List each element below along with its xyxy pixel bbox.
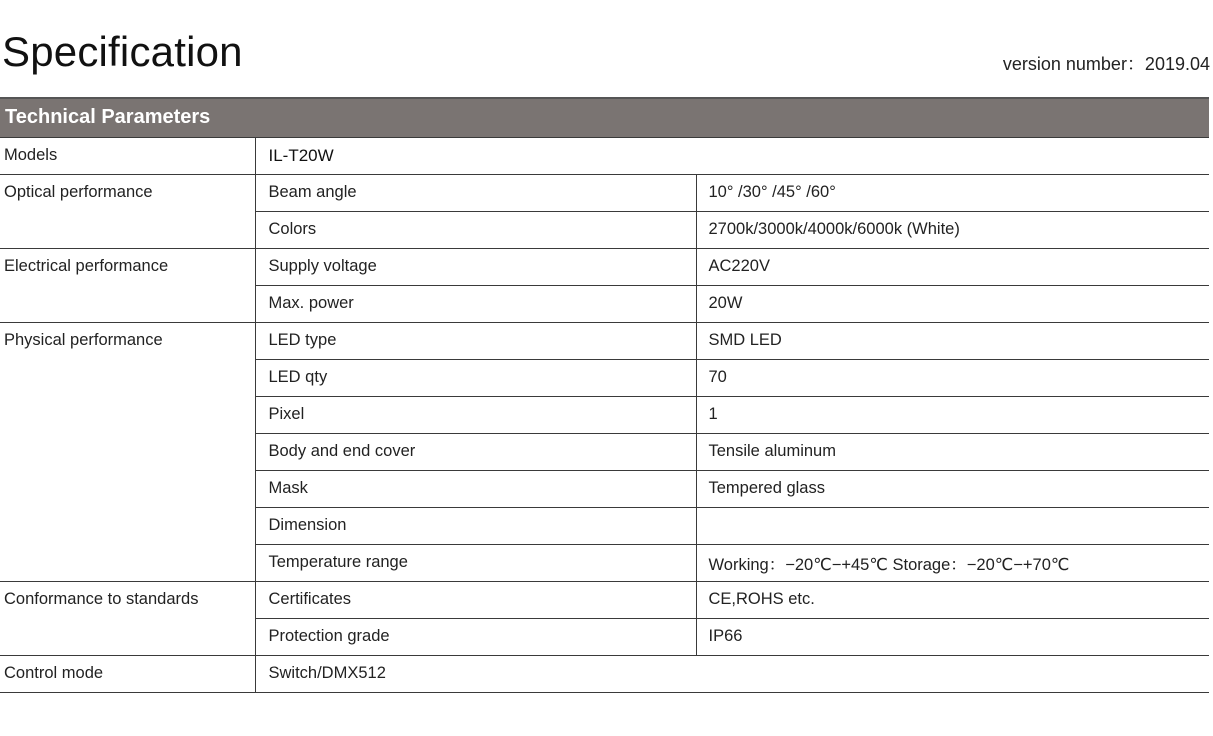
table-row xyxy=(0,174,1209,211)
param-label: Beam angle xyxy=(255,174,696,211)
models-label: Models xyxy=(0,137,255,174)
param-value: 2700k/3000k/4000k/6000k (White) xyxy=(696,211,1209,248)
param-value: IP66 xyxy=(696,618,1209,655)
param-label: LED qty xyxy=(255,359,696,396)
param-value: Tensile aluminum xyxy=(696,433,1209,470)
table-row xyxy=(0,655,1209,692)
category-optical: Optical performance xyxy=(0,174,255,248)
param-label: Max. power xyxy=(255,285,696,322)
table-row xyxy=(0,248,1209,285)
param-value: CE,ROHS etc. xyxy=(696,581,1209,618)
table-row xyxy=(0,581,1209,618)
version-number: version number：2019.04 xyxy=(1002,54,1210,74)
param-label: Temperature range xyxy=(255,544,696,581)
category-physical: Physical performance xyxy=(0,322,255,581)
param-value xyxy=(696,507,1209,544)
param-value: 10° /30° /45° /60° xyxy=(696,174,1209,211)
section-title: Technical Parameters xyxy=(0,98,1209,137)
param-label: Supply voltage xyxy=(255,248,696,285)
param-label: Protection grade xyxy=(255,618,696,655)
category-electrical: Electrical performance xyxy=(0,248,255,322)
spec-table xyxy=(0,97,1209,693)
models-value: IL-T20W xyxy=(255,137,1209,174)
param-label: Body and end cover xyxy=(255,433,696,470)
param-value: SMD LED xyxy=(696,322,1209,359)
param-label: Mask xyxy=(255,470,696,507)
param-value: AC220V xyxy=(696,248,1209,285)
control-label: Control mode xyxy=(0,655,255,692)
param-label: Colors xyxy=(255,211,696,248)
param-value: 20W xyxy=(696,285,1209,322)
param-value: 70 xyxy=(696,359,1209,396)
table-row xyxy=(0,322,1209,359)
param-value: 1 xyxy=(696,396,1209,433)
table-row xyxy=(0,137,1209,174)
param-value: Working：−20℃−+45℃ Storage：−20℃−+70℃ xyxy=(696,544,1209,581)
table-header-row xyxy=(0,98,1209,137)
param-value: Tempered glass xyxy=(696,470,1209,507)
param-label: LED type xyxy=(255,322,696,359)
control-value: Switch/DMX512 xyxy=(255,655,1209,692)
page-title: Specification xyxy=(2,28,243,75)
param-label: Certificates xyxy=(255,581,696,618)
param-label: Pixel xyxy=(255,396,696,433)
param-label: Dimension xyxy=(255,507,696,544)
category-conformance: Conformance to standards xyxy=(0,581,255,655)
